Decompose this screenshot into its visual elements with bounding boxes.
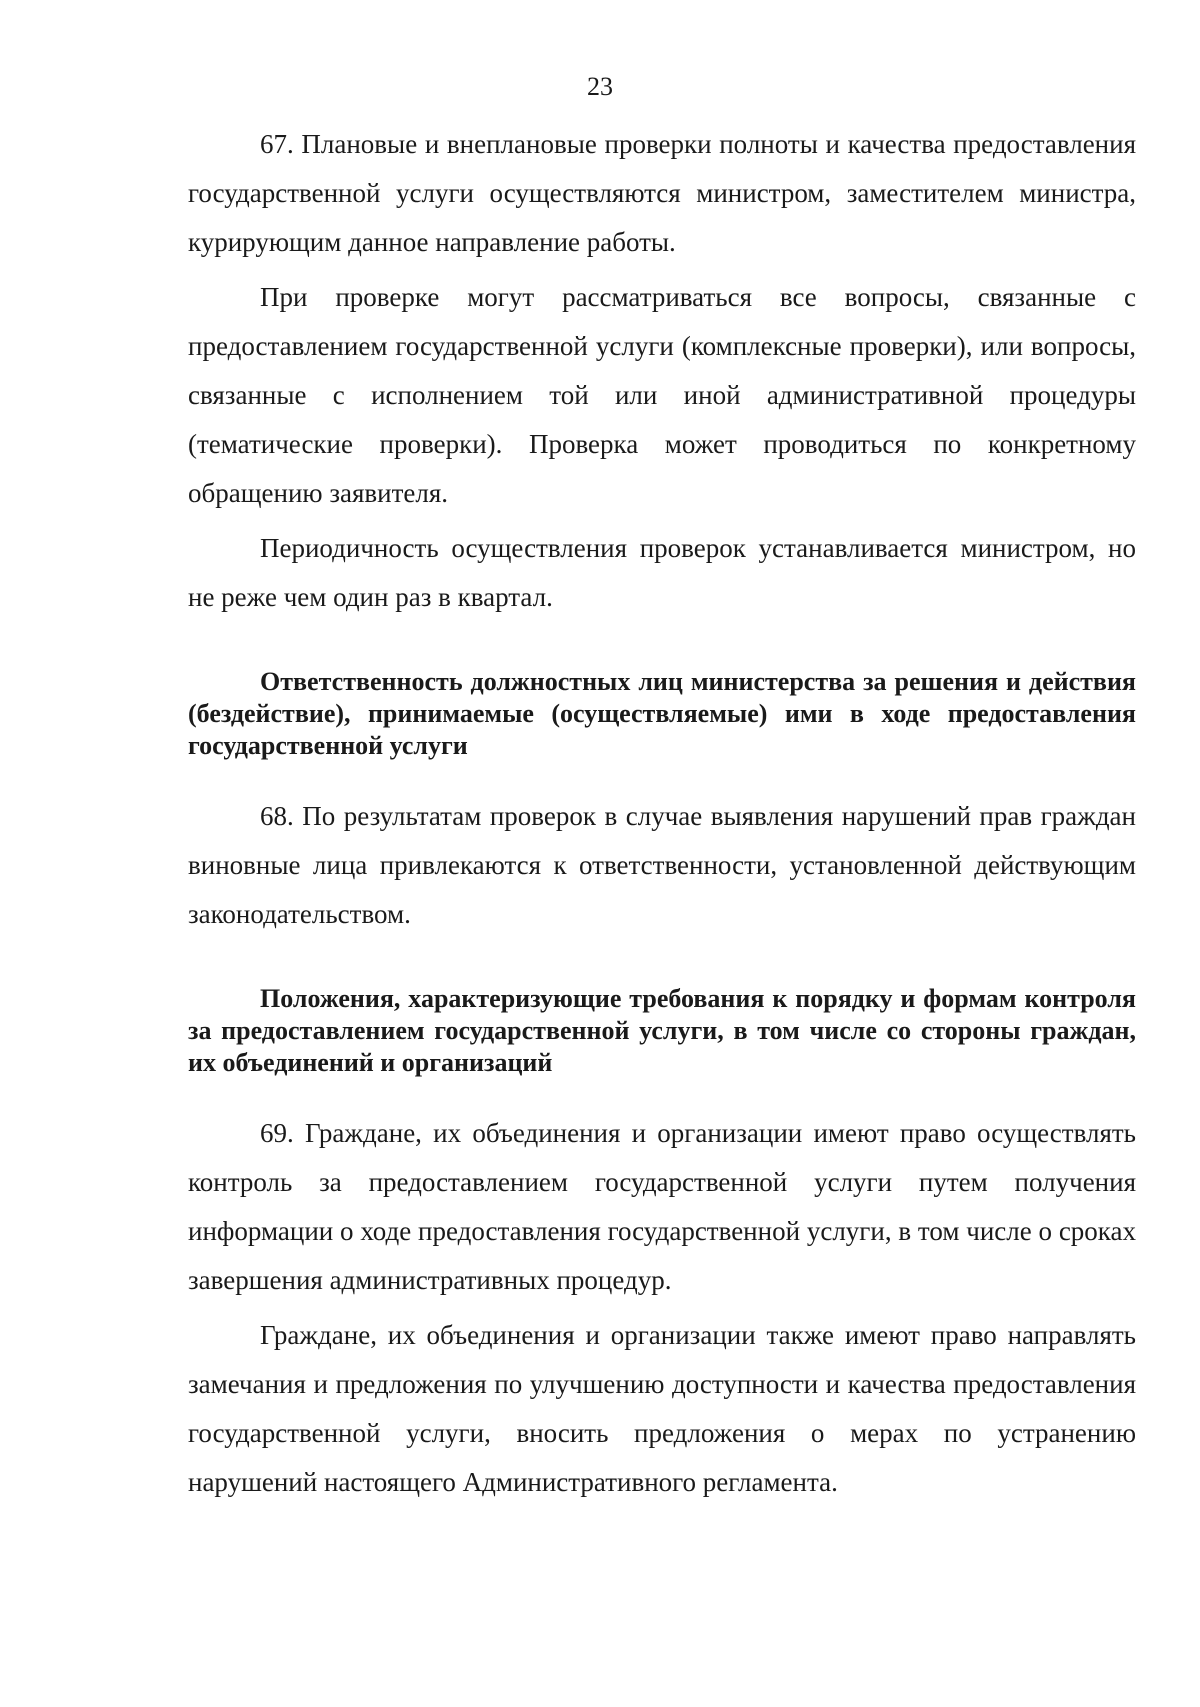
section-heading-control-provisions: Положения, характеризующие требования к порядку и формам контроля за предоставлением государственной услуги, в том числе со стороны граждан, их объединений и организаций [188, 984, 1136, 1077]
document-body [188, 120, 1136, 1507]
paragraph-67-periodicity: Периодичность осуществления проверок устанавливается министром, но не реже чем один раз в квартал. [188, 533, 1136, 612]
page-number: 23 [587, 72, 613, 101]
paragraph-69: 69. Граждане, их объединения и организации имеют право осуществлять контроль за предоставлением государственной услуги путем получения информации о ходе предоставления государственной услуги, в том числе о сроках завершения административных процедур. [188, 1118, 1136, 1295]
paragraph-68: 68. По результатам проверок в случае выявления нарушений прав граждан виновные лица привлекаются к ответственности, установленной действующим законодательством. [188, 801, 1136, 929]
paragraph-67-checks-scope: При проверке могут рассматриваться все вопросы, связанные с предоставлением государственной услуги (комплексные проверки), или вопросы, связанные с исполнением той или иной административной процедуры (тематические проверки). Проверка может проводиться по конкретному обращению заявителя. [188, 282, 1136, 508]
paragraph-69-proposals: Граждане, их объединения и организации также имеют право направлять замечания и предложения по улучшению доступности и качества предоставления государственной услуги, вносить предложения о мерах по устранению нарушений настоящего Административного регламента. [188, 1320, 1136, 1497]
section-heading-responsibility: Ответственность должностных лиц министерства за решения и действия (бездействие), принимаемые (осуществляемые) ими в ходе предоставления государственной услуги [188, 667, 1136, 760]
paragraph-67: 67. Плановые и внеплановые проверки полноты и качества предоставления государственной услуги осуществляются министром, заместителем министра, курирующим данное направление работы. [188, 129, 1136, 257]
